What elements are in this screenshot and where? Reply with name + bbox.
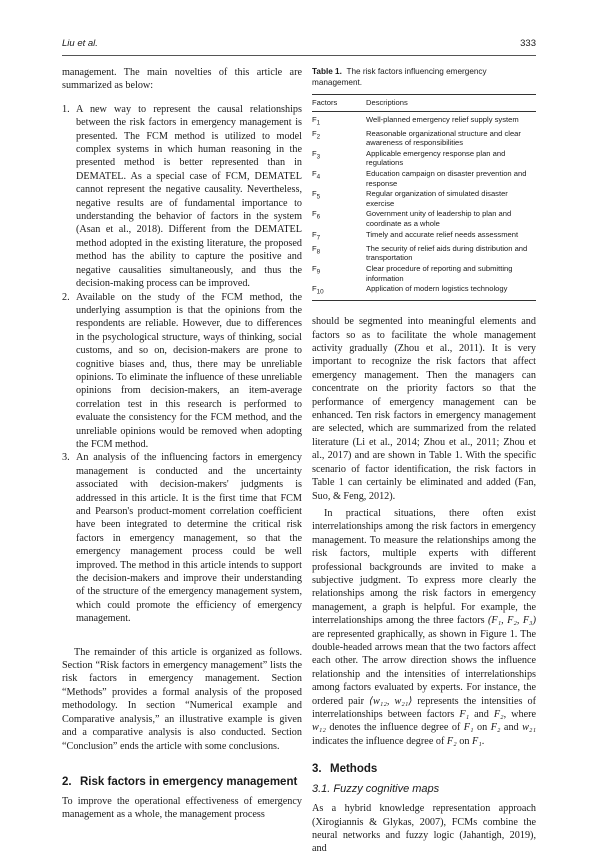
column-header-factors: Factors	[312, 95, 366, 112]
section-title: Risk factors in emergency management	[80, 775, 298, 788]
factor-cell: $F_3$	[312, 148, 321, 161]
factor-cell: $F_{10}$	[312, 284, 366, 301]
description-cell: Application of modern logistics technology	[366, 284, 536, 301]
description-cell: Timely and accurate relief needs assessment	[366, 229, 519, 239]
list-item	[62, 451, 302, 625]
list-item-number: 2.	[62, 291, 70, 303]
right-paragraph-1: should be segmented into meaningful elements and factors so as to facilitate the whole management activity gradually (Zhou et al., 2011). It is very important to recognize the risk factors that affect emergency management. Then the managers can concentrate on the priority factors so that the performance of emergency management can be enhanced. Ten risk factors in emergency management are selected, which are summarized from the related literature (Li et al., 2014; Zhou et al., 2011; Zhou et al., 2017) and are shown in Table 1. With the specific scenario of factor identification, the risk factors in Table 1 can certainly be eliminated and added (Fan, Suo, & Feng, 2012).	[312, 316, 536, 502]
table-label: Table 1.	[312, 67, 342, 76]
table-row	[312, 111, 536, 129]
factor-cell: $F_8$	[312, 243, 321, 256]
list-item	[62, 103, 302, 291]
factor-cell: $F_5$	[312, 189, 321, 201]
header-rule	[62, 55, 536, 56]
description-cell: Clear procedure of reporting and submitting information	[366, 263, 513, 283]
running-header	[62, 38, 536, 52]
running-header-authors: Liu et al.	[62, 38, 98, 49]
section-3-heading	[312, 762, 536, 776]
list-item	[62, 291, 302, 452]
section-number: 3.	[312, 763, 322, 776]
factor-cell: $F_7$	[312, 229, 321, 242]
factor-cell: $F_9$	[312, 263, 321, 276]
page-number: 333	[520, 38, 536, 49]
factor-cell: $F_2$	[312, 128, 321, 141]
list-item-text: A new way to represent the causal relationships between the risk factors in emergency management is presented. The FCM method is utilized to model complex systems in which human reasoning in the presented method is better represented than in DEMATEL. As a special case of FCM, DEMATEL cannot represent the negative causality. Nevertheless, negative results are of fundamental importance to understanding the behavior of factors in the system (Asan et al., 2018). Different from the DEMATEL method adopted in the existing literature, the proposed method has the ability to capture the positive and negative causalities simultaneously, and thus the decision-making process can be improved.	[76, 103, 302, 290]
table-caption-text: The risk factors influencing emergency management.	[312, 67, 487, 87]
table-row	[312, 284, 536, 301]
table-row	[312, 149, 536, 169]
table-row	[312, 129, 536, 149]
right-column	[312, 66, 536, 856]
description-cell: Reasonable organizational structure and clear awareness of responsibilities	[366, 128, 521, 148]
factor-cell: $F_4$	[312, 169, 321, 181]
description-cell: Regular organization of simulated disaster exercise	[366, 189, 508, 208]
list-item-text: Available on the study of the FCM method, the underlying assumption is that the opinions from the respondents are reliable. However, due to differences in the psychological structure, ways of thinking, social customs, and so on, decision-makers are prone to cognitive biases and, thus, there may be unreliable opinions. To eliminate the influence of these unreliable opinions from decision-makers, an item-average correlation test in this research is performed to evaluate the consistency for the FCM method, and the unreliable opinions would be removed when adopting the FCM method.	[76, 291, 302, 450]
description-cell: Applicable emergency response plan and regulations	[366, 148, 506, 168]
right-paragraph-2: In practical situations, there often exist interrelationships among the risk factors in emergency management. To measure the relationships among the risk factors, multiple experts with different professional backgrounds are invited to make a subjective judgment. To express more clearly the relationships among the risk factors in emergency management, a graph is helpful. For example, the interrelationships among the three factors (F₁, F₂, F₃) are represented graphically, as shown in Figure 1. The double-headed arrows mean that the two factors affect each other. The arrow direction shows the influence relationship and the intensities of interrelationships among factors evaluated by experts. For instance, the ordered pair ⟨w₁₂, w₂₁⟩ represents the intensities of interrelationships between factors F₁ and F₂, where w₁₂ denotes the influence degree of F₁ on F₂ and w₂₁ indicates the influence degree of F₂ on F₁.	[312, 507, 536, 747]
description-cell: Government unity of leadership to plan and coordinate as a whole	[366, 209, 512, 229]
table-row	[312, 209, 536, 229]
table-row	[312, 244, 536, 264]
table-row	[312, 189, 536, 209]
table-row	[312, 264, 536, 284]
table-header-row	[312, 95, 536, 112]
section-number: 2.	[62, 775, 72, 788]
subsection-3-1-heading: 3.1. Fuzzy cognitive maps	[312, 783, 440, 796]
section-2-heading	[62, 775, 302, 789]
description-cell: The security of relief aids during distribution and transportation	[366, 243, 528, 263]
column-header-descriptions: Descriptions	[366, 95, 536, 112]
left-column	[62, 66, 302, 822]
risk-factors-table	[312, 94, 536, 301]
intro-paragraph: management. The main novelties of this article are summarized as below:	[62, 67, 302, 92]
list-item-number: 1.	[62, 103, 70, 115]
organization-paragraph: The remainder of this article is organized as follows. Section “Risk factors in emergency management” lists the risk factors in emergency management. Section “Methods” provides a formal analysis of the proposed methodology. In section “Numerical example and Comparative analysis,” an illustrative example is given and a comparative analysis is also conducted. Section “Conclusion” ends the article with some conclusions.	[62, 646, 302, 752]
section-title: Methods	[330, 763, 378, 776]
factor-cell: $F_1$	[312, 114, 321, 127]
right-paragraph-3: As a hybrid knowledge representation approach (Xirogiannis & Glykas, 2007), FCMs combine the neural networks and fuzzy logic (Jahantigh, 2019), and	[312, 803, 536, 855]
table-row	[312, 230, 536, 244]
list-item-number: 3.	[62, 452, 70, 464]
section-2-paragraph: To improve the operational effectiveness of emergency management as a whole, the management process	[62, 795, 302, 821]
factor-cell: $F_6$	[312, 209, 321, 221]
list-item-text: An analysis of the influencing factors in emergency management is conducted and the uncertainty associated with decision-makers' judgments is addressed in this article. It is the first time that FCM and Pearson's product-moment correlation coefficient have been integrated to determine the critical risk factors in emergency management, so that the emergency management process could be well improved. The method in this article intends to support the decision-makers and improve their understanding of the structure of the emergency management system, which could promote the efficiency of emergency management.	[76, 452, 302, 625]
table-row	[312, 169, 536, 189]
description-cell: Well-planned emergency relief supply system	[366, 114, 519, 124]
description-cell: Education campaign on disaster prevention and response	[366, 169, 527, 188]
table-caption	[312, 66, 536, 88]
novelties-list	[62, 103, 302, 626]
